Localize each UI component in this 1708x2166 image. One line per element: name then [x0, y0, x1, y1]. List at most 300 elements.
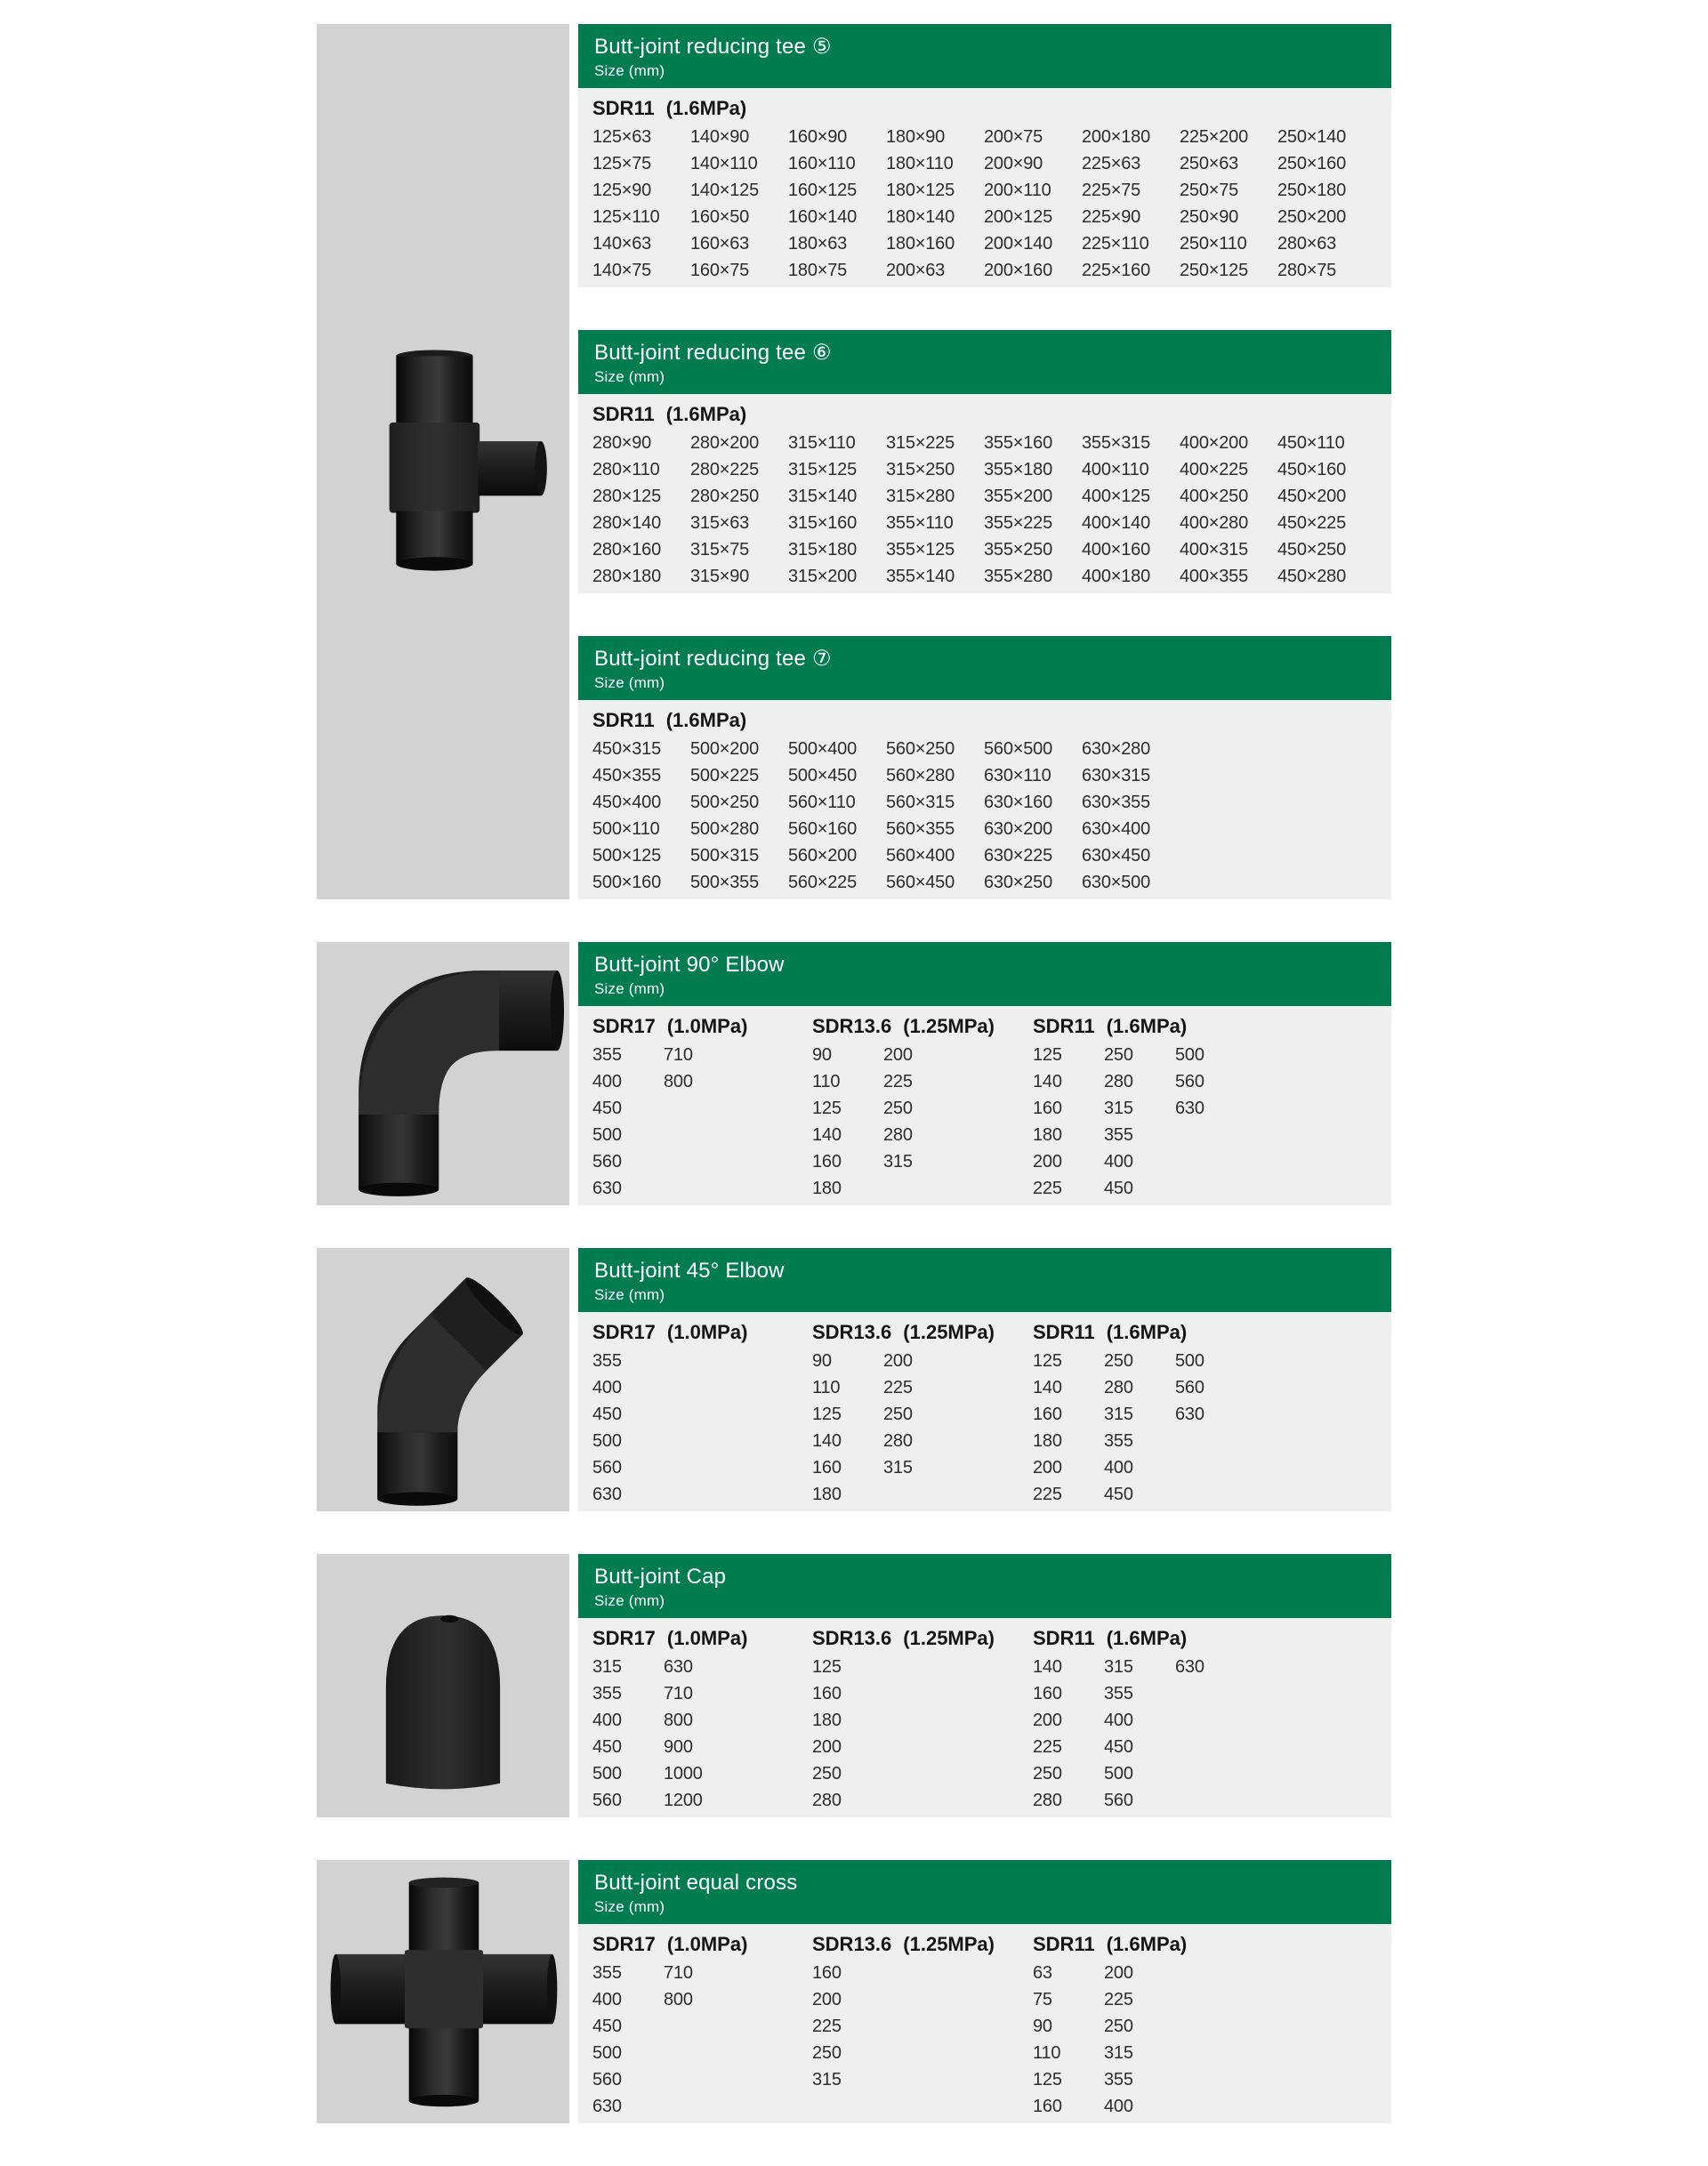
section-subtitle: Size (mm)	[594, 980, 665, 997]
size-value: 355×160	[984, 433, 1053, 453]
size-value: 355×140	[886, 567, 955, 586]
size-value: 160×125	[788, 181, 858, 200]
section-header	[578, 1860, 1391, 1924]
elbow-45-image	[322, 1252, 564, 1508]
size-grid-row	[578, 456, 1391, 483]
size-value: 500×125	[592, 846, 662, 866]
size-value: 280	[1033, 1791, 1062, 1810]
size-value: 200	[883, 1045, 913, 1065]
spec-row	[578, 705, 1391, 736]
size-column	[1104, 1042, 1175, 1202]
size-value: 400×280	[1180, 513, 1249, 533]
section-header	[578, 24, 1391, 88]
size-grid-row	[578, 230, 1391, 257]
size-value: 560	[592, 1152, 622, 1172]
size-value: 450×355	[592, 766, 662, 785]
section-stack	[578, 1554, 1391, 1817]
size-value: 900	[664, 1737, 693, 1757]
size-value: 630	[1175, 1099, 1204, 1118]
size-value: 630×450	[1082, 846, 1151, 866]
product-photo-panel	[317, 1554, 569, 1817]
size-value: 160	[1033, 1405, 1062, 1424]
size-value: 450×280	[1277, 567, 1347, 586]
size-value: 280×90	[592, 433, 652, 453]
section-subtitle: Size (mm)	[594, 674, 665, 691]
size-value: 630×250	[984, 873, 1053, 892]
size-value: 400	[592, 1711, 622, 1730]
size-column	[592, 1654, 664, 1814]
size-value: 400×140	[1082, 513, 1151, 533]
spec-pressure: (1.25MPa)	[903, 1627, 995, 1649]
section-subtitle: Size (mm)	[594, 1286, 665, 1303]
size-value: 110	[1033, 2043, 1061, 2063]
size-value: 500×280	[690, 819, 760, 839]
product-section	[578, 1554, 1391, 1817]
spec-pressure: (1.0MPa)	[666, 1321, 748, 1343]
section-header	[578, 636, 1391, 700]
size-value: 500×160	[592, 873, 662, 892]
spec-groups	[578, 1623, 1391, 1814]
spec-group	[592, 1317, 812, 1508]
size-columns	[592, 1348, 812, 1508]
size-value: 400×355	[1180, 567, 1249, 586]
size-value: 355	[592, 1045, 622, 1065]
size-value: 560×355	[886, 819, 955, 839]
size-value: 280	[883, 1431, 913, 1451]
product-section	[578, 24, 1391, 287]
spec-pressure: (1.6MPa)	[1106, 1321, 1188, 1343]
size-value: 630×110	[984, 766, 1051, 785]
size-table	[578, 1618, 1391, 1817]
size-value: 355	[592, 1684, 622, 1703]
product-photo-panel	[317, 1860, 569, 2123]
size-value: 200	[1033, 1711, 1062, 1730]
spec-pressure: (1.6MPa)	[1106, 1015, 1188, 1037]
size-value: 225×63	[1082, 154, 1141, 173]
size-value: 315×160	[788, 513, 858, 533]
size-value: 225	[812, 2017, 842, 2036]
size-value: 355×200	[984, 487, 1053, 506]
size-value: 200×90	[984, 154, 1043, 173]
spec-groups	[578, 1929, 1391, 2120]
spec-pressure: (1.0MPa)	[666, 1933, 748, 1955]
size-value: 180	[1033, 1431, 1062, 1451]
size-value: 225×200	[1180, 127, 1249, 147]
size-value: 630	[592, 1179, 622, 1198]
size-value: 125×110	[592, 207, 660, 227]
size-value: 450×225	[1277, 513, 1347, 533]
size-value: 800	[664, 1072, 693, 1091]
size-grid-row	[578, 869, 1391, 896]
size-value: 180	[812, 1711, 842, 1730]
size-value: 355	[1104, 1125, 1133, 1145]
spec-row	[578, 399, 1391, 430]
size-value: 500×225	[690, 766, 760, 785]
spec-group	[812, 1623, 1033, 1814]
size-value: 450×250	[1277, 540, 1347, 560]
size-value: 560×200	[788, 846, 858, 866]
size-value: 450	[1104, 1179, 1133, 1198]
size-value: 315×63	[690, 513, 750, 533]
size-value: 125	[1033, 1045, 1062, 1065]
size-value: 160	[812, 1458, 842, 1478]
size-value: 280	[1104, 1072, 1133, 1091]
size-column	[1033, 1654, 1104, 1814]
section-title: Butt-joint reducing tee ⑤	[594, 35, 832, 59]
size-grid-row	[578, 842, 1391, 869]
spec-row	[578, 93, 1391, 124]
size-value: 200	[1033, 1458, 1062, 1478]
size-value: 250×110	[1180, 234, 1247, 254]
spec-name: SDR11	[592, 709, 655, 731]
spec-row	[812, 1929, 1033, 1960]
size-columns	[592, 1042, 812, 1202]
size-value: 630×160	[984, 793, 1053, 812]
section-header	[578, 330, 1391, 394]
size-value: 400	[592, 1990, 622, 2009]
size-value: 400	[592, 1072, 622, 1091]
size-value: 250	[1104, 1045, 1133, 1065]
spec-pressure: (1.6MPa)	[665, 403, 747, 425]
size-column	[812, 1042, 883, 1202]
size-value: 355	[1104, 1431, 1133, 1451]
product-section	[578, 636, 1391, 899]
size-table	[578, 394, 1391, 593]
size-value: 140×75	[592, 261, 652, 280]
spec-name: SDR11	[1033, 1015, 1095, 1037]
size-grid-row	[578, 816, 1391, 842]
size-value: 450×315	[592, 739, 662, 759]
size-value: 90	[812, 1351, 832, 1371]
product-band	[317, 942, 1391, 1205]
section-subtitle: Size (mm)	[594, 368, 665, 385]
product-band	[317, 1554, 1391, 1817]
size-grid-row	[578, 762, 1391, 789]
size-value: 140	[812, 1125, 842, 1145]
size-value: 500	[592, 1431, 622, 1451]
size-value: 710	[664, 1963, 693, 1983]
size-value: 450	[592, 2017, 622, 2036]
size-value: 500	[592, 1764, 622, 1784]
size-value: 400×110	[1082, 460, 1149, 479]
spec-pressure: (1.0MPa)	[666, 1015, 748, 1037]
size-value: 315	[1104, 1099, 1133, 1118]
size-table	[578, 700, 1391, 899]
size-value: 225×110	[1082, 234, 1149, 254]
size-column	[883, 1348, 955, 1508]
product-section	[578, 330, 1391, 593]
spec-name: SDR11	[592, 403, 655, 425]
size-value: 180×90	[886, 127, 946, 147]
size-value: 200×125	[984, 207, 1053, 227]
spec-group	[812, 1011, 1033, 1202]
size-value: 315	[812, 2070, 842, 2090]
size-value: 315×200	[788, 567, 858, 586]
spec-pressure: (1.25MPa)	[903, 1933, 995, 1955]
size-column	[592, 1348, 664, 1508]
size-value: 315	[883, 1152, 913, 1172]
size-value: 630	[592, 2097, 622, 2116]
size-value: 110	[812, 1072, 841, 1091]
catalog-content	[317, 0, 1391, 2123]
spec-pressure: (1.0MPa)	[666, 1627, 748, 1649]
size-value: 315×90	[690, 567, 750, 586]
size-value: 710	[664, 1045, 693, 1065]
size-value: 400×160	[1082, 540, 1151, 560]
size-value: 710	[664, 1684, 693, 1703]
size-value: 125	[812, 1099, 842, 1118]
size-value: 125	[812, 1657, 842, 1677]
size-value: 280×180	[592, 567, 662, 586]
size-column	[883, 1042, 955, 1202]
spec-name: SDR11	[1033, 1321, 1095, 1343]
size-column	[1033, 1348, 1104, 1508]
size-value: 355	[1104, 1684, 1133, 1703]
size-value: 560×400	[886, 846, 955, 866]
size-value: 560×500	[984, 739, 1053, 759]
section-subtitle: Size (mm)	[594, 1898, 665, 1915]
size-value: 630	[592, 1485, 622, 1504]
size-columns	[592, 1654, 812, 1814]
size-value: 140×125	[690, 181, 760, 200]
spec-group	[1033, 1929, 1391, 2120]
size-columns	[1033, 1348, 1391, 1508]
size-value: 560×315	[886, 793, 955, 812]
size-columns	[1033, 1654, 1391, 1814]
size-value: 180	[1033, 1125, 1062, 1145]
size-value: 225×90	[1082, 207, 1141, 227]
size-value: 160	[1033, 1684, 1062, 1703]
size-value: 160	[812, 1152, 842, 1172]
section-stack	[578, 1860, 1391, 2123]
size-value: 250×63	[1180, 154, 1239, 173]
size-value: 250×180	[1277, 181, 1347, 200]
spec-groups	[578, 1317, 1391, 1508]
spec-row	[812, 1623, 1033, 1654]
spec-row	[592, 1929, 812, 1960]
section-header	[578, 1248, 1391, 1312]
size-column	[1175, 1654, 1246, 1814]
size-value: 180×110	[886, 154, 954, 173]
size-table	[578, 88, 1391, 287]
size-value: 160×75	[690, 261, 750, 280]
size-value: 315×225	[886, 433, 955, 453]
spec-group	[812, 1317, 1033, 1508]
size-value: 250	[883, 1099, 913, 1118]
size-value: 500	[1104, 1764, 1133, 1784]
size-column	[664, 1654, 735, 1814]
size-value: 560	[592, 2070, 622, 2090]
size-value: 500×450	[788, 766, 858, 785]
size-value: 180×125	[886, 181, 955, 200]
size-columns	[592, 1960, 812, 2120]
size-columns	[812, 1960, 1033, 2093]
spec-name: SDR11	[1033, 1933, 1095, 1955]
product-section	[578, 1248, 1391, 1511]
size-value: 250×90	[1180, 207, 1239, 227]
size-value: 200×63	[886, 261, 946, 280]
size-grid-row	[578, 536, 1391, 563]
spec-name: SDR17	[592, 1933, 656, 1955]
size-column	[1104, 1654, 1175, 1814]
size-value: 250×200	[1277, 207, 1347, 227]
size-column	[1033, 1042, 1104, 1202]
spec-row	[1033, 1317, 1391, 1348]
size-value: 200×160	[984, 261, 1053, 280]
size-value: 630	[1175, 1657, 1204, 1677]
size-value: 280×110	[592, 460, 660, 479]
size-value: 500×315	[690, 846, 760, 866]
size-value: 630×315	[1082, 766, 1151, 785]
size-column	[664, 1042, 735, 1202]
size-value: 450×400	[592, 793, 662, 812]
spec-group	[592, 1011, 812, 1202]
spec-name: SDR13.6	[812, 1321, 892, 1343]
size-value: 225	[1104, 1990, 1133, 2009]
size-column	[812, 1654, 883, 1814]
elbow-90-image	[322, 946, 564, 1202]
size-value: 125×63	[592, 127, 652, 147]
size-value: 250	[812, 1764, 842, 1784]
spec-pressure: (1.25MPa)	[903, 1321, 995, 1343]
size-value: 400	[1104, 1152, 1133, 1172]
section-title: Butt-joint 45° Elbow	[594, 1259, 785, 1283]
size-value: 1200	[664, 1791, 703, 1810]
spec-group	[1033, 1317, 1391, 1508]
size-value: 160×110	[788, 154, 856, 173]
spec-name: SDR13.6	[812, 1933, 892, 1955]
spec-row	[812, 1317, 1033, 1348]
size-value: 225	[1033, 1485, 1062, 1504]
size-value: 160×63	[690, 234, 750, 254]
size-value: 315×75	[690, 540, 750, 560]
size-value: 630×500	[1082, 873, 1151, 892]
spec-name: SDR13.6	[812, 1627, 892, 1649]
size-value: 560×110	[788, 793, 856, 812]
spec-name: SDR17	[592, 1627, 656, 1649]
size-value: 250	[883, 1405, 913, 1424]
size-value: 450×200	[1277, 487, 1347, 506]
size-value: 200×75	[984, 127, 1043, 147]
spec-row	[1033, 1623, 1391, 1654]
product-photo-panel	[317, 942, 569, 1205]
section-title: Butt-joint equal cross	[594, 1871, 798, 1895]
size-value: 315	[1104, 1405, 1133, 1424]
size-column	[1033, 1960, 1104, 2120]
size-columns	[1033, 1042, 1391, 1202]
size-value: 90	[812, 1045, 832, 1065]
size-grid-row	[578, 430, 1391, 456]
size-value: 140×110	[690, 154, 758, 173]
size-value: 250×75	[1180, 181, 1239, 200]
spec-row	[1033, 1011, 1391, 1042]
section-subtitle: Size (mm)	[594, 1592, 665, 1609]
section-stack	[578, 1248, 1391, 1511]
size-column	[592, 1960, 664, 2120]
spec-group	[592, 1929, 812, 2120]
size-value: 560×160	[788, 819, 858, 839]
size-value: 250	[1033, 1764, 1062, 1784]
size-value: 560	[1175, 1072, 1204, 1091]
size-value: 315×110	[788, 433, 856, 453]
size-value: 315	[1104, 1657, 1133, 1677]
size-value: 140×63	[592, 234, 652, 254]
size-value: 560×450	[886, 873, 955, 892]
size-value: 315	[1104, 2043, 1133, 2063]
size-value: 250	[1104, 2017, 1133, 2036]
size-value: 280×250	[690, 487, 760, 506]
size-value: 280×200	[690, 433, 760, 453]
cross-image	[322, 1864, 564, 2120]
size-value: 140×90	[690, 127, 750, 147]
size-value: 90	[1033, 2017, 1052, 2036]
size-value: 315×280	[886, 487, 955, 506]
size-value: 355×125	[886, 540, 955, 560]
size-value: 355	[1104, 2070, 1133, 2090]
size-table	[578, 1006, 1391, 1205]
product-photo-panel	[317, 1248, 569, 1511]
size-value: 180×140	[886, 207, 955, 227]
size-table	[578, 1924, 1391, 2123]
spec-row	[592, 1623, 812, 1654]
size-value: 200×110	[984, 181, 1051, 200]
product-photo-panel	[317, 24, 569, 899]
size-value: 355×180	[984, 460, 1053, 479]
size-value: 400	[1104, 1458, 1133, 1478]
size-value: 63	[1033, 1963, 1052, 1983]
size-value: 500	[592, 2043, 622, 2063]
size-value: 500×400	[788, 739, 858, 759]
size-grid-row	[578, 204, 1391, 230]
size-value: 160×50	[690, 207, 750, 227]
product-band	[317, 1860, 1391, 2123]
spec-name: SDR17	[592, 1015, 656, 1037]
section-title: Butt-joint 90° Elbow	[594, 953, 785, 977]
size-value: 500	[592, 1125, 622, 1145]
size-value: 180×63	[788, 234, 848, 254]
spec-pressure: (1.6MPa)	[1106, 1933, 1188, 1955]
size-value: 1000	[664, 1764, 703, 1784]
section-stack	[578, 942, 1391, 1205]
size-value: 560	[592, 1458, 622, 1478]
size-value: 200	[1104, 1963, 1133, 1983]
size-value: 400	[1104, 1711, 1133, 1730]
size-value: 75	[1033, 1990, 1052, 2009]
spec-pressure: (1.6MPa)	[665, 97, 747, 119]
size-value: 140	[1033, 1378, 1062, 1397]
size-value: 125×90	[592, 181, 652, 200]
size-value: 560	[1175, 1378, 1204, 1397]
size-value: 450	[592, 1737, 622, 1757]
size-columns	[812, 1348, 1033, 1508]
size-value: 200	[812, 1990, 842, 2009]
spec-name: SDR13.6	[812, 1015, 892, 1037]
size-value: 355×110	[886, 513, 954, 533]
section-subtitle: Size (mm)	[594, 62, 665, 79]
size-value: 355×250	[984, 540, 1053, 560]
section-header	[578, 1554, 1391, 1618]
size-value: 450	[1104, 1485, 1133, 1504]
size-value: 315×125	[788, 460, 858, 479]
size-value: 630×400	[1082, 819, 1151, 839]
size-grid-row	[578, 483, 1391, 510]
size-value: 280	[812, 1791, 842, 1810]
size-value: 160	[1033, 2097, 1062, 2116]
size-value: 800	[664, 1711, 693, 1730]
size-value: 160×140	[788, 207, 858, 227]
size-value: 315×250	[886, 460, 955, 479]
size-value: 200×180	[1082, 127, 1151, 147]
